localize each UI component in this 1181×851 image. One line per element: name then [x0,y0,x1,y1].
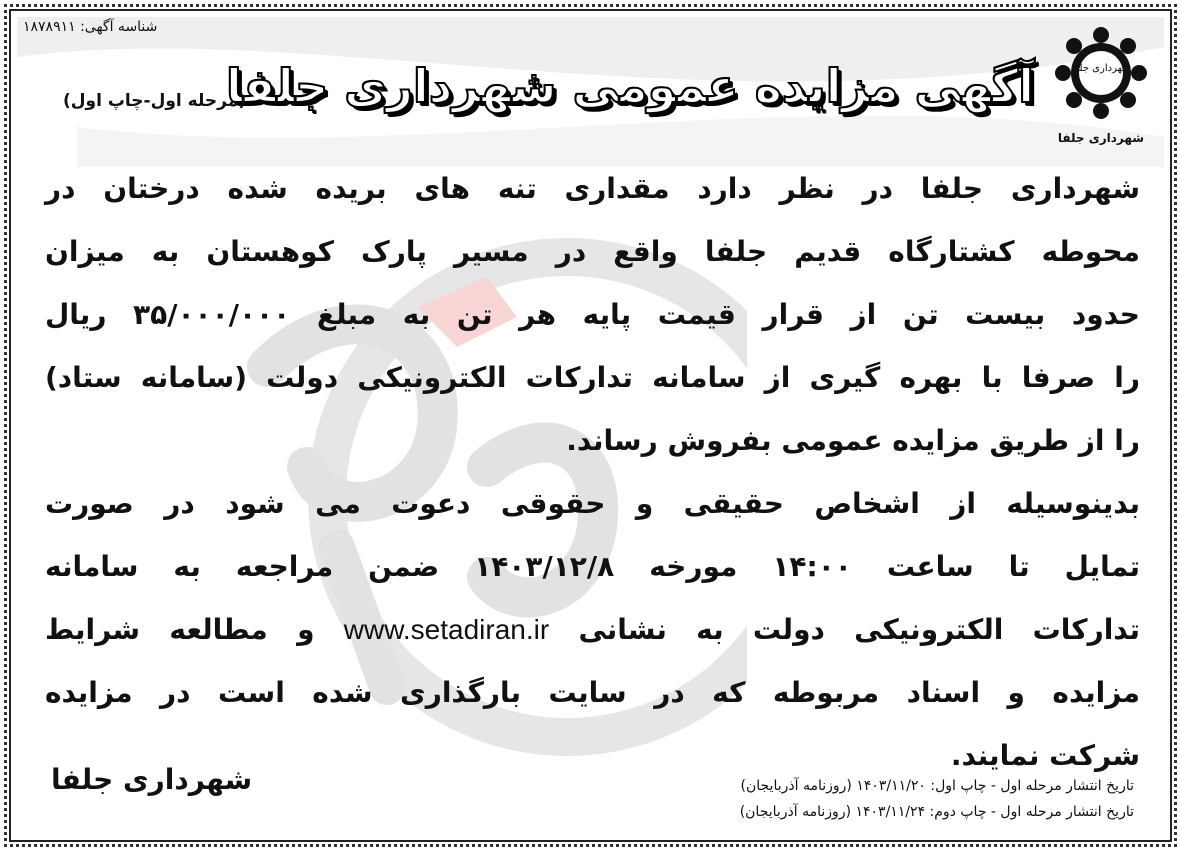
emblem-text: شهرداری جلفا [1071,63,1131,74]
body-line: شهرداری جلفا در نظر دارد مقداری تنه های بریده شده درختان در [45,172,1140,205]
body-line: تمایل تا ساعت ۱۴:۰۰ مورخه ۱۴۰۳/۱۲/۸ ضمن مراجعه به سامانه [45,550,1140,583]
notice-title: آگهی مزایده عمومی شهرداری جلفا [225,59,1034,113]
body-line: حدود بیست تن از قرار قیمت پایه هر تن به مبلغ ۳۵/۰۰۰/۰۰۰ ریال [45,298,1140,331]
website-link[interactable]: www.setadiran.ir [343,614,550,645]
publication-date-line: تاریخ انتشار مرحله اول - چاپ دوم: ۱۴۰۳/۱۱/۲۴ (روزنامه آذربایجان) [739,804,1134,820]
body-line: بدینوسیله از اشخاص حقیقی و حقوقی دعوت می شود در صورت [45,487,1140,520]
body-line: مزایده و اسناد مربوطه که در سایت بارگذاری شده است در مزایده [45,676,1140,709]
body-line: شرکت نمایند. [950,739,1140,772]
body-text: و مطالعه شرایط [45,613,315,646]
body-line: را از طریق مزایده عمومی بفروش رساند. [566,424,1140,457]
ad-id-label: شناسه آگهی: ۱۸۷۸۹۱۱ [23,19,158,35]
signature: شهرداری جلفا [51,763,253,796]
notice-frame [4,4,1177,847]
body-line: محوطه کشتارگاه قدیم جلفا واقع در مسیر پارک کوهستان به میزان [45,235,1140,268]
logo-caption: شهرداری جلفا [1057,131,1145,145]
publication-date-line: تاریخ انتشار مرحله اول - چاپ اول: ۱۴۰۳/۱۱/۲۰ (روزنامه آذربایجان) [740,778,1134,794]
stage-label: (مرحله اول-چاپ اول) [63,91,247,111]
emblem-graphic [1053,25,1149,121]
publication-dates [740,773,1134,825]
notice-body [45,157,1140,787]
body-text: تدارکات الکترونیکی دولت به نشانی [578,613,1140,646]
body-line-with-url [45,598,1140,661]
notice-content [17,17,1164,834]
municipality-emblem-icon [1046,25,1156,145]
body-line: را صرفا با بهره گیری از سامانه تدارکات الکترونیکی دولت (سامانه ستاد) [45,361,1140,394]
